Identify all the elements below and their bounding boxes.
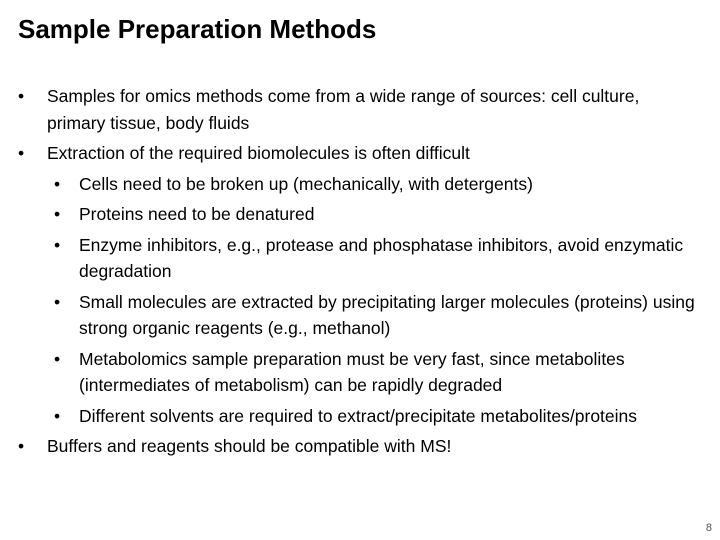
- bullet-list: [0, 83, 720, 464]
- bullet-item: [0, 433, 720, 460]
- bullet-icon: •: [54, 204, 61, 224]
- bullet-icon: •: [18, 436, 25, 456]
- sub-bullet-text: Enzyme inhibitors, e.g., protease and phosphatase inhibitors, avoid enzymatic degradation: [79, 234, 684, 281]
- bullet-text: Extraction of the required biomolecules is often difficult: [47, 143, 470, 163]
- sub-bullet-text: Different solvents are required to extract/precipitate metabolites/proteins: [79, 405, 638, 426]
- sub-bullet-text: Proteins need to be denatured: [79, 204, 315, 224]
- sub-bullet-item: [0, 232, 720, 285]
- sub-bullet-item: [0, 171, 720, 198]
- bullet-icon: •: [54, 234, 61, 255]
- bullet-icon: •: [54, 173, 61, 194]
- sub-bullet-text: Metabolomics sample preparation must be very fast, since metabolites (intermediates of metabolism) can be rapidly degraded: [79, 348, 625, 395]
- sub-bullet-item: [0, 289, 720, 342]
- bullet-icon: •: [18, 143, 25, 163]
- bullet-icon: •: [54, 291, 61, 312]
- sub-bullet-item: [0, 346, 720, 399]
- sub-bullet-text: Small molecules are extracted by precipitating larger molecules (proteins) using strong organic reagents (e.g., methanol): [79, 291, 695, 338]
- bullet-text: Buffers and reagents should be compatible with MS!: [47, 436, 452, 456]
- bullet-icon: •: [18, 86, 25, 106]
- bullet-item: [0, 83, 720, 136]
- bullet-text: Samples for omics methods come from a wide range of sources: cell culture, primary tissue, body fluids: [47, 86, 640, 133]
- page-number: 8: [705, 522, 712, 534]
- bullet-icon: •: [54, 405, 61, 426]
- sub-bullet-item: [0, 201, 720, 228]
- bullet-item: [0, 140, 720, 167]
- sub-bullet-text: Cells need to be broken up (mechanically, with detergents): [79, 173, 533, 194]
- slide-title: Sample Preparation Methods: [18, 14, 377, 44]
- sub-bullet-item: [0, 403, 720, 430]
- bullet-icon: •: [54, 348, 61, 369]
